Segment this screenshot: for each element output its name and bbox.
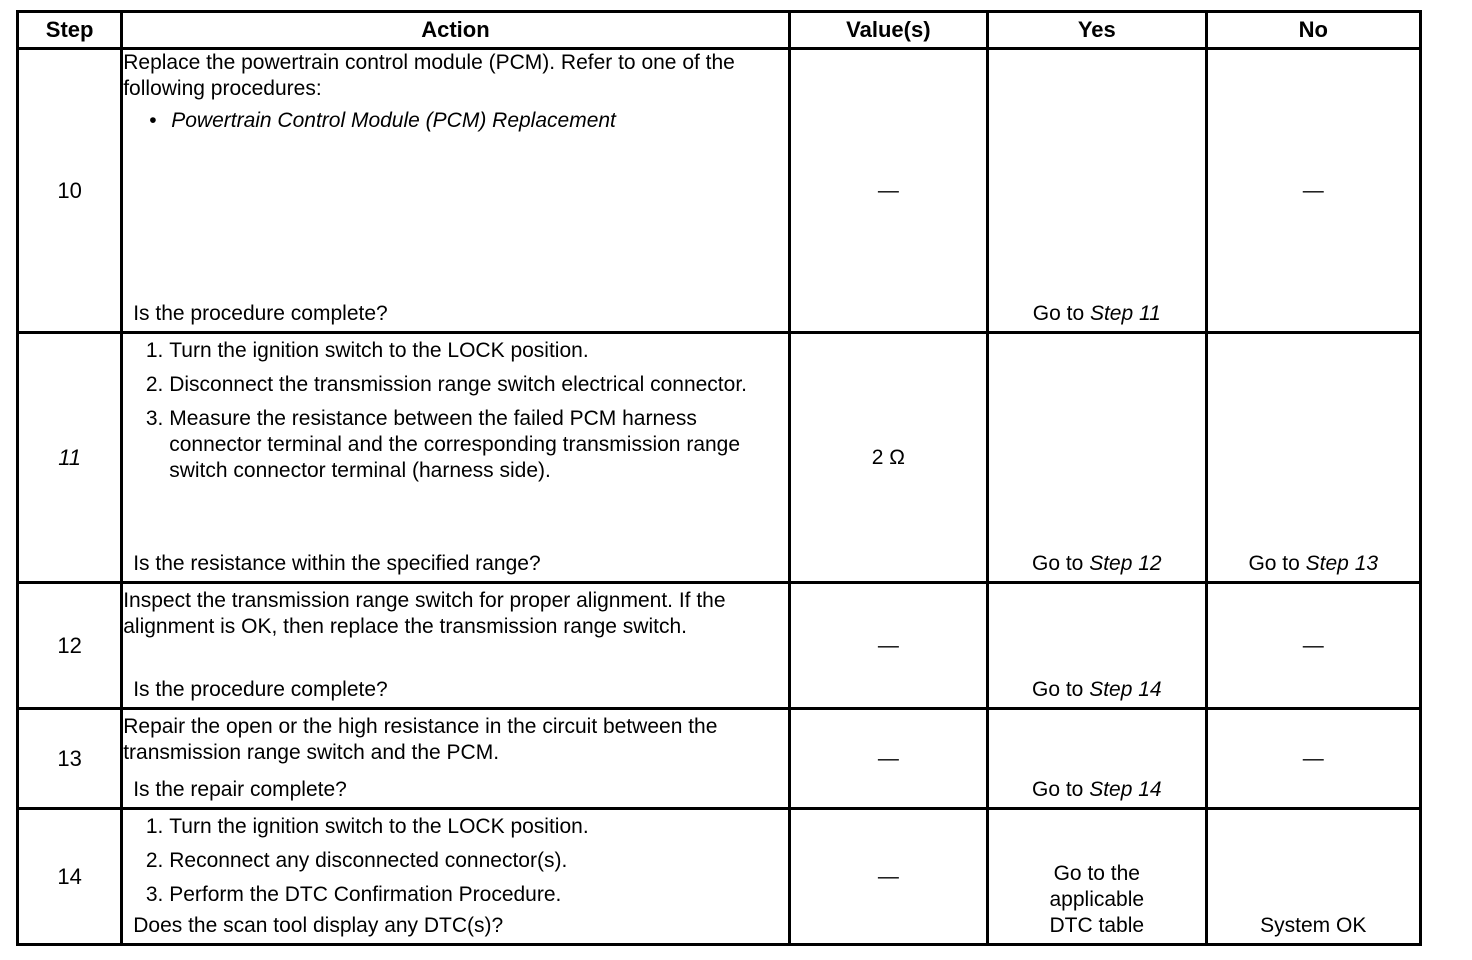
- step-link[interactable]: Step 14: [1089, 778, 1162, 801]
- no-cell: —: [1206, 709, 1420, 809]
- no-cell: [1206, 809, 1420, 945]
- yes-cell: [988, 709, 1206, 809]
- step-number: 12: [18, 583, 122, 709]
- header-values: Value(s): [789, 12, 987, 49]
- value-cell: —: [789, 583, 987, 709]
- action-cell: [122, 49, 789, 333]
- no-cell: [1206, 333, 1420, 583]
- yes-cell: [988, 49, 1206, 333]
- value-cell: —: [789, 49, 987, 333]
- step-number: 11: [18, 333, 122, 583]
- step-link[interactable]: Step 13: [1305, 552, 1379, 575]
- step-link[interactable]: Step 12: [1089, 552, 1162, 575]
- action-question: Is the procedure complete?: [133, 678, 388, 701]
- action-step: 3. Perform the DTC Confirmation Procedure.: [169, 882, 787, 908]
- action-text: Inspect the transmission range switch for proper alignment. If the alignment is OK, then replace the transmission range switch.: [123, 589, 726, 638]
- table-row: [18, 49, 1421, 333]
- header-row: [18, 12, 1421, 49]
- table-row: [18, 709, 1421, 809]
- step-number: 14: [18, 809, 122, 945]
- yes-result[interactable]: Go to Step 12: [1031, 552, 1162, 575]
- action-cell: [122, 809, 789, 945]
- action-cell: [122, 709, 789, 809]
- step-number: 13: [18, 709, 122, 809]
- yes-cell: [988, 333, 1206, 583]
- header-no: No: [1206, 12, 1420, 49]
- no-cell: —: [1206, 49, 1420, 333]
- table-row: [18, 583, 1421, 709]
- step-link[interactable]: Step 11: [1089, 302, 1161, 325]
- no-cell: —: [1206, 583, 1420, 709]
- action-step: 2. Disconnect the transmission range switch electrical connector.: [169, 372, 787, 398]
- yes-result[interactable]: Go to the applicable DTC table: [1049, 862, 1145, 937]
- procedure-list: [123, 108, 787, 134]
- action-step: 1. Turn the ignition switch to the LOCK position.: [169, 814, 787, 840]
- value-cell: —: [789, 809, 987, 945]
- procedure-link[interactable]: • Powertrain Control Module (PCM) Replacement: [171, 108, 787, 134]
- table-row: [18, 809, 1421, 945]
- action-question: Is the procedure complete?: [133, 302, 388, 325]
- header-action: Action: [122, 12, 789, 49]
- yes-cell: [988, 583, 1206, 709]
- action-question: Is the resistance within the specified range?: [133, 552, 541, 575]
- header-step: Step: [18, 12, 122, 49]
- action-question: Is the repair complete?: [133, 778, 347, 801]
- yes-result[interactable]: Go to Step 14: [1031, 678, 1162, 701]
- yes-result[interactable]: Go to Step 11: [1032, 302, 1161, 325]
- table-row: [18, 333, 1421, 583]
- action-step: 2. Reconnect any disconnected connector(s).: [169, 848, 787, 874]
- no-result[interactable]: Go to Step 13: [1248, 552, 1379, 575]
- action-steps: [123, 338, 787, 484]
- yes-cell: [988, 809, 1206, 945]
- value-cell: —: [789, 709, 987, 809]
- action-step: 3. Measure the resistance between the failed PCM harness connector terminal and the corresponding transmission range switch connector terminal (harness side).: [169, 406, 787, 484]
- diagnostic-table: [16, 10, 1422, 946]
- action-step: 1. Turn the ignition switch to the LOCK position.: [169, 338, 787, 364]
- action-cell: [122, 333, 789, 583]
- action-steps: [123, 814, 787, 908]
- action-text: Repair the open or the high resistance in the circuit between the transmission range switch and the PCM.: [123, 715, 718, 764]
- action-cell: [122, 583, 789, 709]
- step-link[interactable]: Step 14: [1089, 678, 1162, 701]
- yes-result[interactable]: Go to Step 14: [1031, 778, 1162, 801]
- header-yes: Yes: [988, 12, 1206, 49]
- action-question: Does the scan tool display any DTC(s)?: [133, 914, 504, 937]
- no-result: System OK: [1260, 914, 1367, 937]
- value-cell: 2 Ω: [789, 333, 987, 583]
- step-number: 10: [18, 49, 122, 333]
- action-text: Replace the powertrain control module (PCM). Refer to one of the following procedures:: [123, 51, 735, 100]
